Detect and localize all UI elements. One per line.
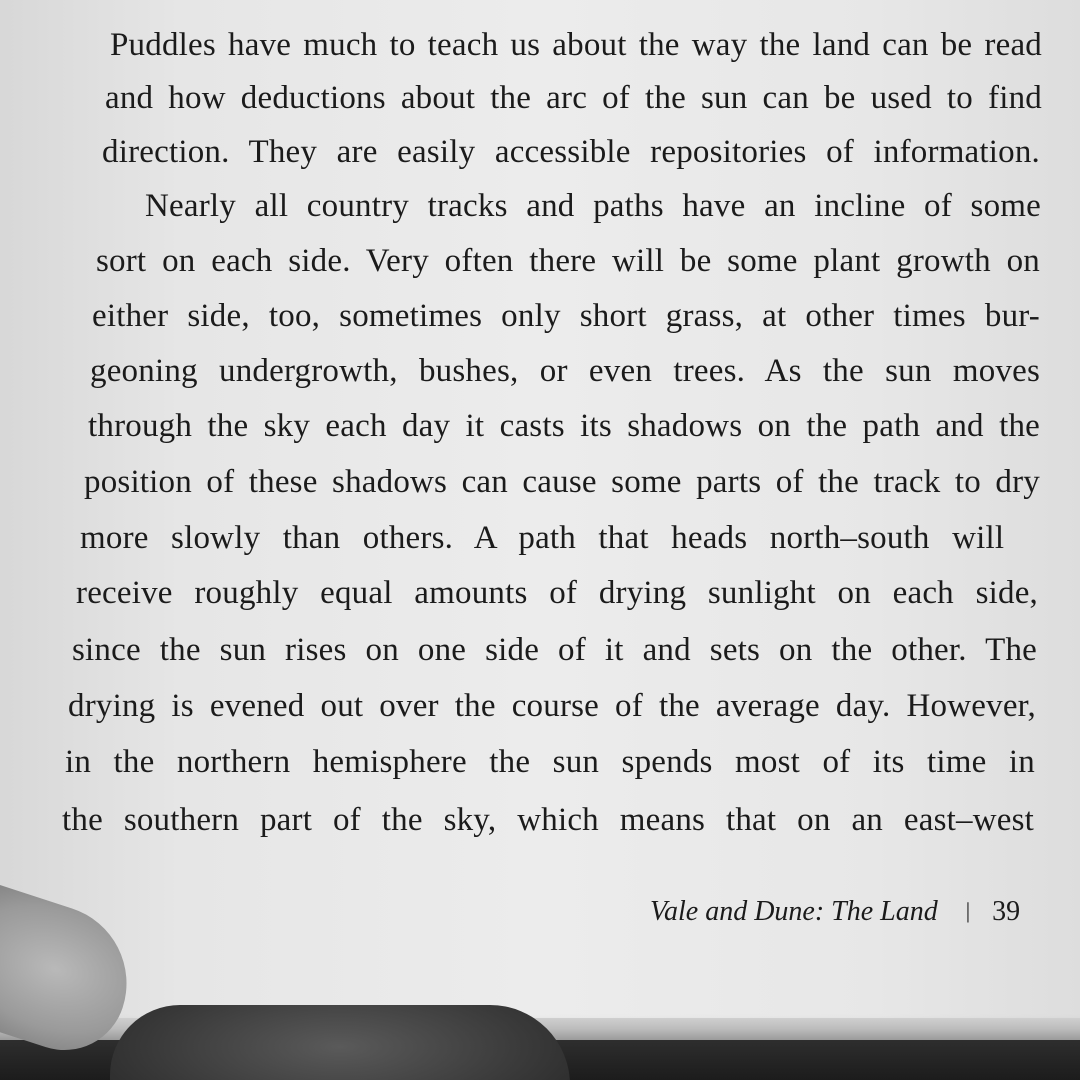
text-line: and how deductions about the arc of the sun can be used to find <box>105 80 1042 116</box>
text-line: through the sky each day it casts its shadows on the path and the <box>88 408 1040 444</box>
page-footer <box>650 892 1020 933</box>
text-line: since the sun rises on one side of it and sets on the other. The <box>72 632 1037 668</box>
text-line: geoning undergrowth, bushes, or even trees. As the sun moves <box>90 353 1040 389</box>
text-line: position of these shadows can cause some parts of the track to dry <box>84 464 1040 500</box>
text-line: Puddles have much to teach us about the way the land can be read <box>110 27 1042 63</box>
thumb <box>110 1005 570 1080</box>
text-line: Nearly all country tracks and paths have an incline of some <box>145 188 1041 224</box>
text-line: sort on each side. Very often there will be some plant growth on <box>96 243 1040 279</box>
text-line: drying is evened out over the course of the average day. However, <box>68 688 1036 724</box>
text-line: more slowly than others. A path that heads north–south will <box>80 520 1005 556</box>
text-line: in the northern hemisphere the sun spends most of its time in <box>65 744 1035 780</box>
footer-separator: | <box>965 898 971 923</box>
text-line: receive roughly equal amounts of drying sunlight on each side, <box>76 575 1038 611</box>
page-number: 39 <box>992 896 1021 927</box>
text-line: either side, too, sometimes only short grass, at other times bur- <box>92 298 1040 334</box>
text-line: direction. They are easily accessible repositories of information. <box>102 134 1040 170</box>
running-title: Vale and Dune: The Land <box>650 896 938 927</box>
text-line: the southern part of the sky, which means that on an east–west <box>62 802 1034 838</box>
